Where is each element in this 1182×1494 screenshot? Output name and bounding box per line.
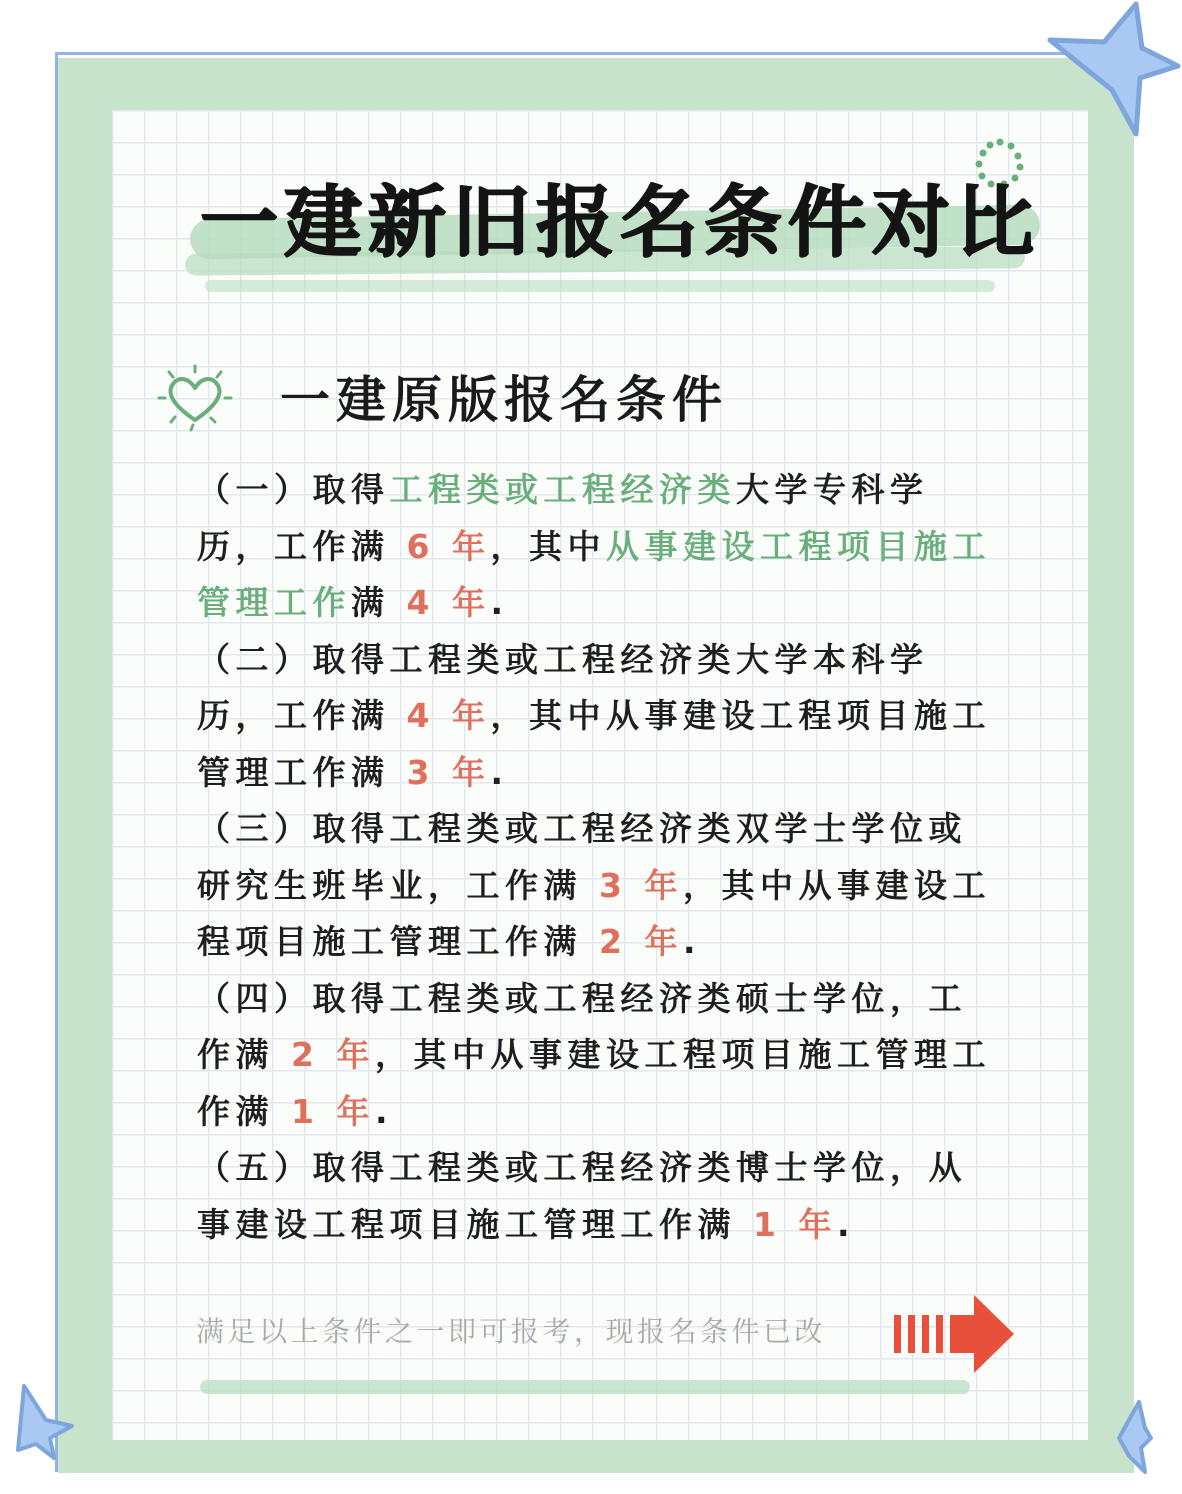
highlight-red: 2 年 bbox=[291, 1035, 375, 1074]
highlight-red: 3 年 bbox=[599, 865, 683, 905]
section-heading: 一建原版报名条件 bbox=[280, 371, 728, 429]
footer-brush-stroke bbox=[200, 1380, 970, 1394]
highlight-red: 1 年 bbox=[753, 1204, 837, 1244]
highlight-green: 工程类或工程经济类 bbox=[389, 470, 736, 509]
condition-item-5: （五）取得工程类或工程经济类博士学位，从事建设工程项目施工管理工作满 1 年. bbox=[197, 1148, 967, 1244]
condition-item-1: （一）取得工程类或工程经济类大学专科学历，工作满 6 年，其中从事建设工程项目施工管理工作满 4 年. bbox=[197, 470, 991, 622]
condition-item-3: （三）取得工程类或工程经济类双学士学位或研究生班毕业，工作满 3 年，其中从事建设工程项目施工管理工作满 2 年. bbox=[197, 809, 991, 961]
blue-star-icon bbox=[1040, 0, 1182, 140]
condition-item-4: （四）取得工程类或工程经济类硕士学位，工作满 2 年，其中从事建设工程项目施工管理工作满 1 年. bbox=[197, 978, 991, 1131]
heart-sparkle-icon bbox=[155, 362, 235, 434]
highlight-red: 1 年 bbox=[291, 1091, 375, 1131]
blue-star-icon bbox=[1115, 1398, 1155, 1478]
blue-star-icon bbox=[16, 1380, 76, 1460]
highlight-red: 6 年 bbox=[406, 526, 491, 566]
conditions-list bbox=[197, 462, 997, 1253]
highlight-green: 从事建设工程项目施工管理工作 bbox=[197, 526, 991, 622]
condition-item-2: （二）取得工程类或工程经济类大学本科学历，工作满 4 年，其中从事建设工程项目施工管理工作满 3 年. bbox=[197, 639, 991, 792]
highlight-red: 2 年 bbox=[599, 922, 683, 961]
highlight-red: 4 年 bbox=[406, 696, 491, 735]
footer-note: 满足以上条件之一即可报考，现报名条件已改 bbox=[196, 1315, 827, 1348]
highlight-red: 3 年 bbox=[406, 752, 491, 792]
highlight-red: 4 年 bbox=[406, 583, 491, 622]
title-brush-stroke bbox=[205, 280, 995, 292]
page-title: 一建新旧报名条件对比 bbox=[200, 178, 1041, 268]
red-arrow-icon bbox=[890, 1293, 1018, 1375]
